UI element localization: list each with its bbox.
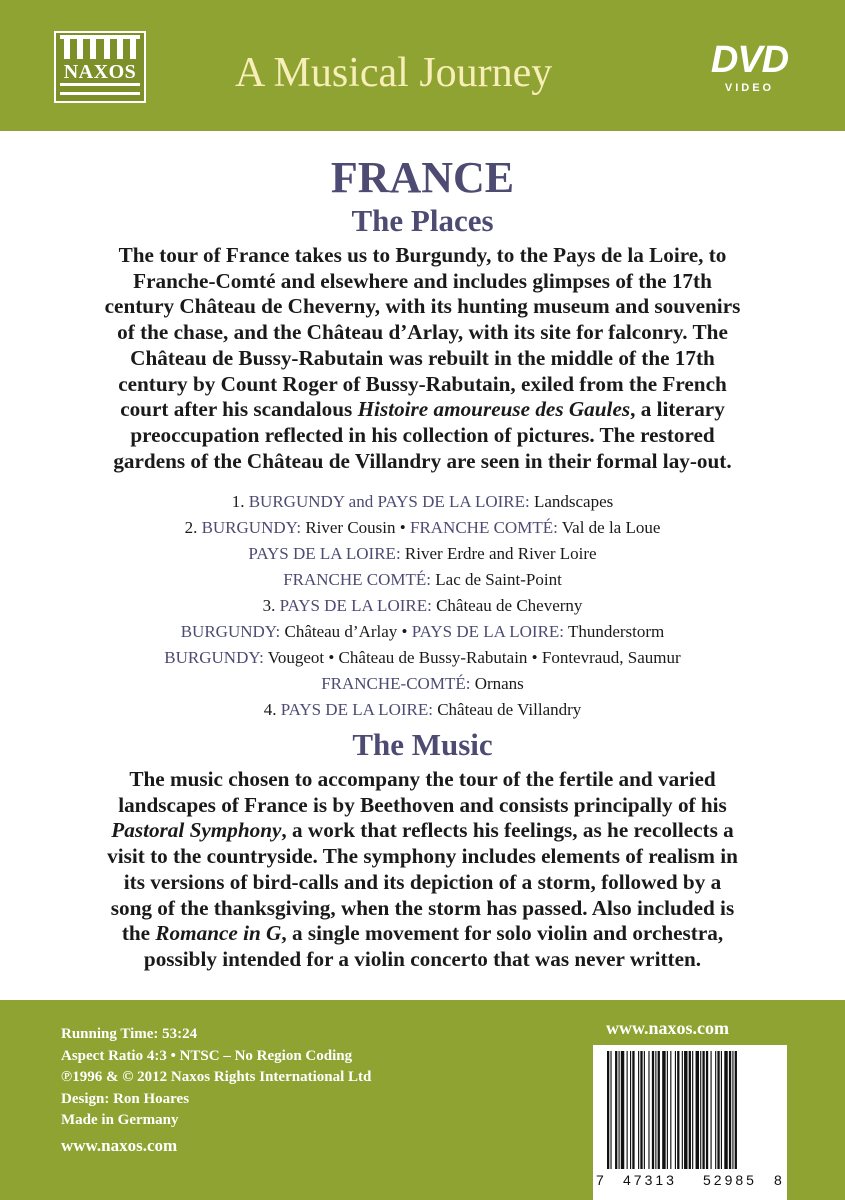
barcode-bar <box>715 1051 716 1169</box>
barcode-trail-digit: 8 <box>774 1172 782 1188</box>
region-label: PAYS DE LA LOIRE: <box>411 622 565 641</box>
barcode-bar <box>630 1051 631 1169</box>
region-label: BURGUNDY: <box>201 518 302 537</box>
barcode-bar <box>700 1051 701 1169</box>
track-line: 1. BURGUNDY and PAYS DE LA LOIRE: Landscapes <box>231 492 614 511</box>
barcode-bar <box>638 1051 639 1169</box>
barcode-bar <box>667 1051 668 1169</box>
barcode-bar <box>677 1051 679 1169</box>
barcode-bar <box>732 1051 733 1169</box>
region-label: PAYS DE LA LOIRE: <box>248 544 401 563</box>
naxos-logo <box>54 31 146 103</box>
places-line: The tour of France takes us to Burgundy, to the Pays de la Loire, to <box>118 243 727 267</box>
barcode-bar <box>702 1051 704 1169</box>
book-title: Histoire amoureuse des Gaules <box>357 397 631 422</box>
barcode-left-digits: 47313 <box>623 1172 677 1188</box>
website-link[interactable]: www.naxos.com <box>606 1018 730 1038</box>
barcode <box>593 1045 787 1200</box>
barcode-bar <box>689 1051 691 1169</box>
track-line: BURGUNDY: Vougeot • Château de Bussy-Rabutain • Fontevraud, Saumur <box>164 648 681 667</box>
barcode-bar <box>706 1051 708 1169</box>
places-line: century by Count Roger of Bussy-Rabutain, exiled from the French <box>118 371 727 396</box>
places-heading: The Places <box>351 203 494 238</box>
track-line: PAYS DE LA LOIRE: River Erdre and River Loire <box>248 544 597 563</box>
track-line: 4. PAYS DE LA LOIRE: Château de Villandry <box>263 700 582 719</box>
barcode-bar <box>696 1051 699 1169</box>
barcode-bar <box>644 1051 645 1169</box>
aspect-ratio: Aspect Ratio 4:3 • NTSC – No Region Coding <box>61 1047 353 1064</box>
barcode-bar <box>632 1051 634 1169</box>
barcode-bar <box>655 1051 656 1169</box>
music-paragraph <box>56 767 789 973</box>
running-time: Running Time: 53:24 <box>61 1026 198 1042</box>
region-label: FRANCHE COMTÉ: <box>409 518 558 537</box>
barcode-bar <box>684 1051 687 1169</box>
video-logo-text: VIDEO <box>724 82 775 94</box>
track-line: FRANCHE-COMTÉ: Ornans <box>321 674 524 693</box>
places-line: of the chase, and the Château d’Arlay, with its site for falconry. The <box>117 320 728 345</box>
barcode-bars <box>603 1051 778 1169</box>
barcode-bar <box>607 1051 609 1169</box>
places-line: preoccupation reflected in his collection of pictures. The restored <box>130 422 715 447</box>
music-line: The music chosen to accompany the tour of the fertile and varied <box>129 767 716 791</box>
barcode-bar <box>717 1051 719 1169</box>
design-credit: Design: Ron Hoares <box>61 1090 190 1107</box>
copyright: ℗1996 & © 2012 Naxos Rights International Ltd <box>61 1069 372 1085</box>
page-title: FRANCE <box>330 153 515 202</box>
barcode-bar <box>627 1051 628 1169</box>
track-list <box>60 489 785 723</box>
dvd-video-logo <box>697 40 802 94</box>
region-label: BURGUNDY: <box>180 622 281 641</box>
work-title: Romance in G <box>155 921 282 946</box>
track-line: 3. PAYS DE LA LOIRE: Château de Cheverny <box>262 596 583 615</box>
work-title: Pastoral Symphony <box>111 818 282 843</box>
music-heading: The Music <box>352 727 493 762</box>
music-line: visit to the countryside. The symphony includes elements of realism in <box>107 844 738 869</box>
track-line: 2. BURGUNDY: River Cousin • FRANCHE COMTÉ: Val de la Loue <box>184 518 661 537</box>
region-label: BURGUNDY: <box>164 648 264 667</box>
music-line: its versions of bird-calls and its depiction of a storm, followed by a <box>123 869 722 894</box>
barcode-bar <box>652 1051 654 1169</box>
barcode-bar <box>682 1051 683 1169</box>
barcode-bar <box>619 1051 620 1169</box>
logo-text: NAXOS <box>63 61 137 83</box>
barcode-digits <box>593 1172 787 1192</box>
barcode-bar <box>610 1051 611 1169</box>
credits-block <box>61 1024 371 1156</box>
series-title: A Musical Journey <box>235 50 553 96</box>
header-band <box>0 0 845 131</box>
barcode-bar <box>658 1051 660 1169</box>
barcode-bar <box>648 1051 649 1169</box>
music-line: the Romance in G, a single movement for solo violin and orchestra, <box>121 921 724 946</box>
places-line: gardens of the Château de Villandry are seen in their formal lay-out. <box>113 448 732 473</box>
barcode-bar <box>711 1051 712 1169</box>
barcode-right-digits: 52985 <box>703 1172 757 1188</box>
barcode-bar <box>615 1051 617 1169</box>
places-paragraph <box>56 243 789 474</box>
places-line: Château de Bussy-Rabutain was rebuilt in the middle of the 17th <box>130 345 715 370</box>
barcode-bar <box>640 1051 642 1169</box>
music-line: song of the thanksgiving, when the storm has passed. Also included is <box>110 895 735 920</box>
region-label: BURGUNDY and PAYS DE LA LOIRE: <box>248 492 530 511</box>
barcode-bar <box>721 1051 722 1169</box>
region-label: PAYS DE LA LOIRE: <box>280 700 433 719</box>
barcode-bar <box>735 1051 737 1169</box>
places-line: Franche-Comté and elsewhere and includes glimpses of the 17th <box>133 268 712 293</box>
region-label: PAYS DE LA LOIRE: <box>279 596 432 615</box>
barcode-bar <box>662 1051 665 1169</box>
barcode-bar <box>675 1051 676 1169</box>
places-line: century Château de Cheverny, with its hunting museum and souvenirs <box>104 294 741 319</box>
track-line: FRANCHE COMTÉ: Lac de Saint-Point <box>283 570 562 589</box>
barcode-lead-digit: 7 <box>596 1172 604 1188</box>
footer-url[interactable]: www.naxos.com <box>61 1135 178 1155</box>
music-line: Pastoral Symphony, a work that reflects his feelings, as he recollects a <box>111 818 734 843</box>
music-line: landscapes of France is by Beethoven and consists principally of his <box>118 792 727 817</box>
barcode-bar <box>724 1051 727 1169</box>
made-in: Made in Germany <box>61 1112 179 1128</box>
music-line: possibly intended for a violin concerto that was never written. <box>143 946 702 971</box>
barcode-bar <box>729 1051 731 1169</box>
barcode-bar <box>670 1051 671 1169</box>
dvd-logo-text: DVD <box>710 39 789 81</box>
region-label: FRANCHE COMTÉ: <box>283 570 432 589</box>
region-label: FRANCHE-COMTÉ: <box>321 674 471 693</box>
places-line: court after his scandalous Histoire amoureuse des Gaules, a literary <box>120 397 725 422</box>
barcode-bar <box>692 1051 693 1169</box>
barcode-bar <box>621 1051 624 1169</box>
track-line: BURGUNDY: Château d’Arlay • PAYS DE LA LOIRE: Thunderstorm <box>180 622 665 641</box>
